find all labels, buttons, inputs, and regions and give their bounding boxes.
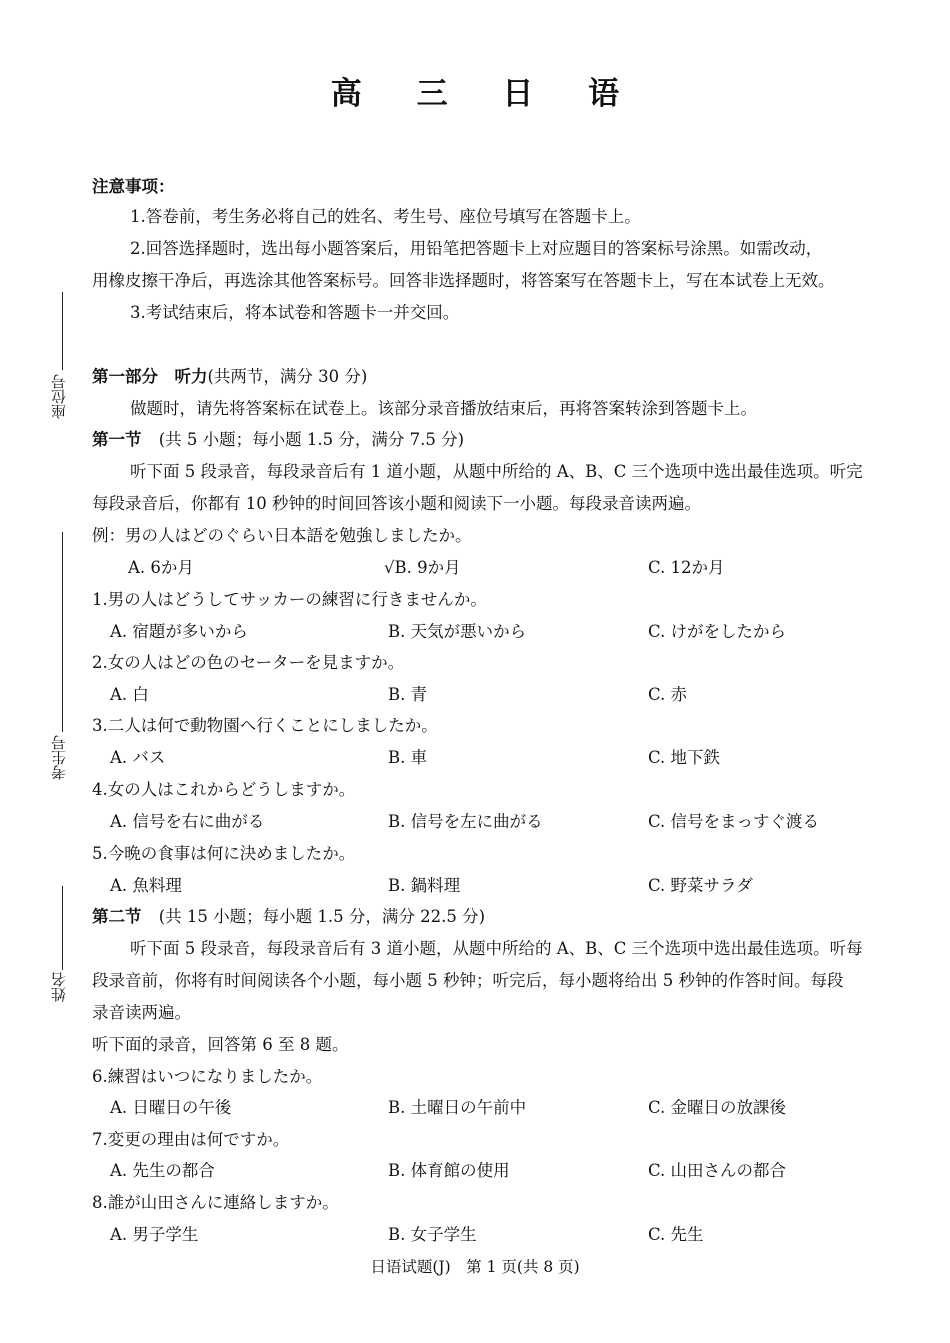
- question-1: 1.男の人はどうしてサッカーの練習に行きませんか。: [92, 590, 487, 609]
- notice-item-2a: 2.回答选择题时，选出每小题答案后，用铅笔把答题卡上对应题目的答案标号涂黑。如需改动，: [130, 239, 823, 258]
- question-1-option-a: A. 宿題が多いから: [110, 622, 248, 641]
- question-6-option-a: A. 日曜日の午後: [110, 1098, 232, 1117]
- example-option-a: A. 6か月: [128, 558, 194, 577]
- question-8: 8.誰が山田さんに連絡しますか。: [92, 1193, 339, 1212]
- sec2-heading-row: [92, 906, 485, 928]
- question-5-option-a: A. 魚料理: [110, 876, 182, 895]
- sec2-intro-c: 录音读两遍。: [92, 1003, 191, 1022]
- sec1-note: (共 5 小题；每小题 1.5 分，满分 7.5 分): [158, 430, 465, 449]
- question-5-option-c: C. 野菜サラダ: [648, 876, 753, 895]
- question-2-option-c: C. 赤: [648, 685, 688, 704]
- exam-no-label: 考生号: [50, 735, 68, 780]
- question-6: 6.練習はいつになりましたか。: [92, 1067, 323, 1086]
- name-line: [62, 886, 63, 970]
- question-8-option-c: C. 先生: [648, 1225, 704, 1244]
- part1-intro: 做题时，请先将答案标在试卷上。该部分录音播放结束后，再将答案转涂到答题卡上。: [130, 399, 757, 418]
- question-6-option-c: C. 金曜日の放課後: [648, 1098, 787, 1117]
- question-5-option-b: B. 鍋料理: [388, 876, 461, 895]
- question-2-option-b: B. 青: [388, 685, 428, 704]
- page-title: 高 三 日 语: [330, 76, 642, 112]
- exam-no-line: [62, 532, 63, 732]
- sec2-listen: 听下面的录音，回答第 6 至 8 题。: [92, 1035, 349, 1054]
- question-3: 3.二人は何で動物園へ行くことにしましたか。: [92, 716, 438, 735]
- part1-heading-row: [92, 366, 367, 388]
- question-4: 4.女の人はこれからどうしますか。: [92, 780, 356, 799]
- sec1-intro-a: 听下面 5 段录音，每段录音后有 1 道小题，从题中所给的 A、B、C 三个选项中选出最佳选项。听完: [130, 462, 863, 481]
- question-3-option-c: C. 地下鉄: [648, 748, 721, 767]
- sec1-heading-row: [92, 429, 464, 451]
- seat-label: 座位号: [50, 374, 68, 419]
- question-2-option-a: A. 白: [110, 685, 149, 704]
- name-label: 姓名: [50, 972, 68, 1002]
- page-footer: 日语试题(J) 第 1 页(共 8 页): [370, 1258, 580, 1276]
- question-7-option-b: B. 体育館の使用: [388, 1161, 510, 1180]
- sec2-note: (共 15 小题；每小题 1.5 分，满分 22.5 分): [158, 907, 486, 926]
- question-4-option-c: C. 信号をまっすぐ渡る: [648, 812, 820, 831]
- question-4-option-a: A. 信号を右に曲がる: [110, 812, 265, 831]
- question-7: 7.変更の理由は何ですか。: [92, 1130, 290, 1149]
- seat-line: [62, 292, 63, 370]
- sec2-heading: 第二节: [92, 907, 142, 926]
- part1-heading: 第一部分 听力: [92, 367, 208, 386]
- part1-heading-note: (共两节，满分 30 分): [207, 367, 368, 386]
- example-option-b: √B. 9か月: [384, 558, 461, 577]
- question-3-option-b: B. 車: [388, 748, 428, 767]
- notice-item-2b: 用橡皮擦干净后，再选涂其他答案标号。回答非选择题时，将答案写在答题卡上，写在本试卷上无效。: [92, 271, 835, 290]
- question-4-option-b: B. 信号を左に曲がる: [388, 812, 543, 831]
- notice-item-3: 3.考试结束后，将本试卷和答题卡一并交回。: [130, 303, 460, 322]
- question-2: 2.女の人はどの色のセーターを見ますか。: [92, 653, 405, 672]
- example-question: 例：男の人はどのぐらい日本語を勉強しましたか。: [92, 526, 472, 545]
- question-8-option-b: B. 女子学生: [388, 1225, 477, 1244]
- notice-item-1: 1.答卷前，考生务必将自己的姓名、考生号、座位号填写在答题卡上。: [130, 207, 641, 226]
- notice-heading: 注意事项：: [92, 177, 175, 196]
- question-1-option-b: B. 天気が悪いから: [388, 622, 527, 641]
- sec1-heading: 第一节: [92, 430, 142, 449]
- question-7-option-c: C. 山田さんの都合: [648, 1161, 787, 1180]
- question-5: 5.今晩の食事は何に決めましたか。: [92, 844, 356, 863]
- question-8-option-a: A. 男子学生: [110, 1225, 199, 1244]
- example-option-c: C. 12か月: [648, 558, 725, 577]
- question-7-option-a: A. 先生の都合: [110, 1161, 215, 1180]
- question-6-option-b: B. 土曜日の午前中: [388, 1098, 527, 1117]
- question-3-option-a: A. バス: [110, 748, 166, 767]
- question-1-option-c: C. けがをしたから: [648, 622, 787, 641]
- sec2-intro-b: 段录音前，你将有时间阅读各个小题，每小题 5 秒钟；听完后，每小题将给出 5 秒钟的作答时间。每段: [92, 971, 844, 990]
- sec1-intro-b: 每段录音后，你都有 10 秒钟的时间回答该小题和阅读下一小题。每段录音读两遍。: [92, 494, 701, 513]
- sec2-intro-a: 听下面 5 段录音，每段录音后有 3 道小题，从题中所给的 A、B、C 三个选项中选出最佳选项。听每: [130, 939, 863, 958]
